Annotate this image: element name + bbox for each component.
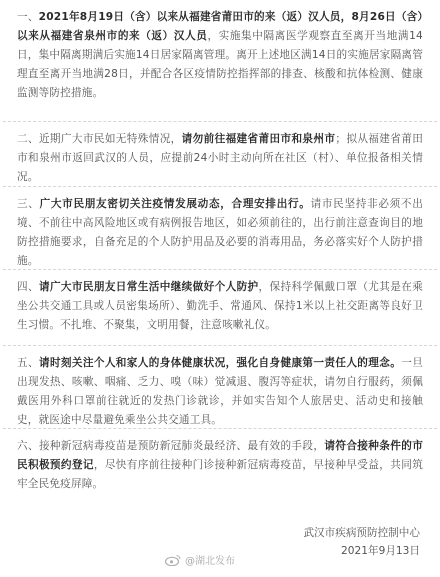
section-2-text xyxy=(3,122,437,187)
notice-section-4 xyxy=(3,270,437,346)
watermark-text: @湖北发布 xyxy=(185,556,235,567)
text-segment: 一、 xyxy=(17,11,39,23)
text-segment: 请符合接种条件的市民积极预约登记 xyxy=(17,440,423,471)
text-segment: 请市民坚持非必须不出境、不前往中高风险地区或有病例报告地区，如必须前往的，出行前注意查询目的地防控措施要求，自备充足的个人防护用品及必要的消毒用品，务必落实好个人防护措施。 xyxy=(17,198,423,267)
text-segment: 请广大市民朋友日常生活中继续做好个人防护 xyxy=(38,281,259,293)
section-5-text xyxy=(3,346,437,430)
issuer-org: 武汉市疾病预防控制中心 xyxy=(303,527,420,539)
notice-footer xyxy=(303,524,420,560)
text-segment: 三、 xyxy=(17,198,40,210)
notice-section-5 xyxy=(3,346,437,429)
notice-section-6 xyxy=(3,429,437,511)
text-segment: ，实施集中隔离医学观察直至离开当地满14日，集中隔离期满后实施14日居家隔离管理。离开上述地区满14日的实施居家隔离管理直至离开当地满28日，并配合各区疫情防控指挥部的排查、核酸和抗体检测、健康监测等防控措施。 xyxy=(17,30,423,99)
section-6-text xyxy=(3,429,437,494)
section-3-text xyxy=(3,187,437,271)
watermark xyxy=(165,552,235,567)
notice-section-1 xyxy=(3,0,437,122)
text-segment: 请时刻关注个人和家人的身体健康状况，强化自身健康第一责任人的理念。 xyxy=(38,357,402,369)
notice-section-2 xyxy=(3,122,437,187)
text-segment: 四、 xyxy=(17,281,39,293)
text-segment: 二、近期广大市民如无特殊情况， xyxy=(17,133,182,145)
text-segment: ，保持科学佩戴口罩（尤其是在乘坐公共交通工具或人员密集场所）、勤洗手、常通风、保持1米以上社交距离等良好卫生习惯。不扎堆、不聚集，文明用餐，注意咳嗽礼仪。 xyxy=(17,281,424,331)
text-segment: 2021年8月19日（含）以来从福建省莆田市的来（返）汉人员，8月26日（含）以来从福建省泉州市的来（返）汉人员 xyxy=(17,11,423,42)
section-4-text xyxy=(3,270,437,335)
text-segment: ，尽快有序前往接种门诊接种新冠病毒疫苗，早接种早受益，共同筑牢全民免疫屏障。 xyxy=(17,459,423,490)
text-segment: ；拟从福建省莆田市和泉州市返回武汉的人员，应提前24小时主动向所在社区（村）、单位报备相关情况。 xyxy=(17,133,423,183)
section-1-text xyxy=(3,0,437,103)
text-segment: 一旦出现发热、咳嗽、咽痛、乏力、嗅（味）觉减退、腹泻等症状，请勿自行服药，须佩戴医用外科口罩前往就近的发热门诊就诊，并如实告知个人旅居史、活动史和接触史，就医途中尽量避免乘坐公共交通工具。 xyxy=(17,357,423,426)
text-segment: 六、接种新冠病毒疫苗是预防新冠肺炎最经济、最有效的手段， xyxy=(17,440,325,452)
issue-date: 2021年9月13日 xyxy=(341,545,420,557)
text-segment: 五、 xyxy=(17,357,39,369)
text-segment: 请勿前往福建省莆田市和泉州市 xyxy=(181,133,336,145)
weibo-icon xyxy=(165,554,181,566)
text-segment: 广大市民朋友密切关注疫情发展动态，合理安排出行。 xyxy=(39,198,311,210)
notice-section-3 xyxy=(3,187,437,270)
